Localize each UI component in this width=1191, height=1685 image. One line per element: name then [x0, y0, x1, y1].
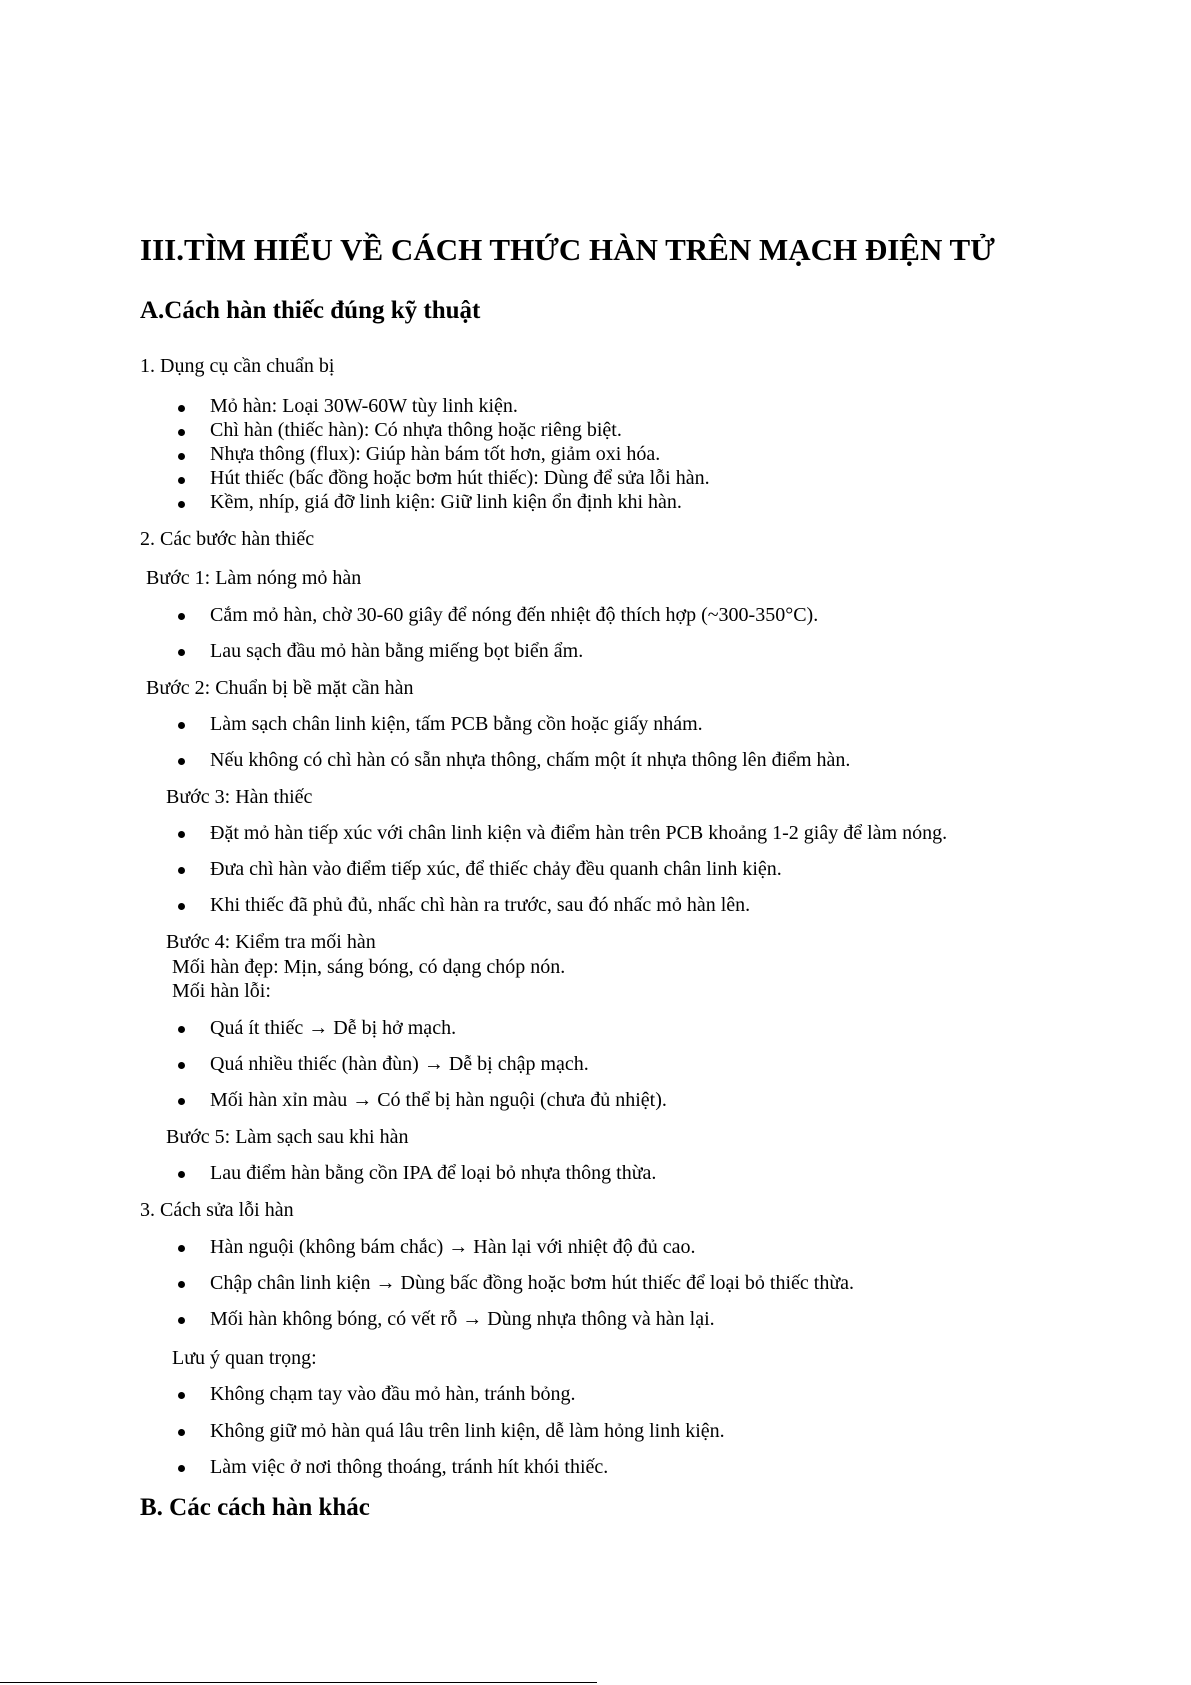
list-item: Mỏ hàn: Loại 30W-60W tùy linh kiện.	[210, 395, 518, 417]
bullet-icon	[178, 649, 185, 656]
list-item: Quá nhiều thiếc (hàn đùn) → Dễ bị chập mạch.	[210, 1053, 589, 1075]
bullet-icon	[178, 1062, 185, 1069]
list-item: Lau sạch đầu mỏ hàn bằng miếng bọt biển ẩm.	[210, 640, 584, 662]
step4-title: Bước 4: Kiểm tra mối hàn	[166, 931, 376, 953]
main-heading: III.TÌM HIỂU VỀ CÁCH THỨC HÀN TRÊN MẠCH ĐIỆN TỬ	[140, 232, 995, 267]
list-item: Nhựa thông (flux): Giúp hàn bám tốt hơn, giảm oxi hóa.	[210, 443, 661, 465]
steps-title: 2. Các bước hàn thiếc	[140, 528, 315, 550]
list-item: Làm việc ở nơi thông thoáng, tránh hít khói thiếc.	[210, 1456, 609, 1478]
bullet-icon	[178, 1465, 185, 1472]
list-item: Hút thiếc (bấc đồng hoặc bơm hút thiếc): Dùng để sửa lỗi hàn.	[210, 467, 710, 489]
step5-title: Bước 5: Làm sạch sau khi hàn	[166, 1126, 409, 1148]
list-item: Mối hàn xỉn màu → Có thể bị hàn nguội (chưa đủ nhiệt).	[210, 1089, 667, 1111]
list-item: Kềm, nhíp, giá đỡ linh kiện: Giữ linh kiện ổn định khi hàn.	[210, 491, 682, 513]
bullet-icon	[178, 477, 185, 484]
bullet-icon	[178, 1281, 185, 1288]
bullet-icon	[178, 1245, 185, 1252]
bullet-icon	[178, 405, 185, 412]
step2-title: Bước 2: Chuẩn bị bề mặt cần hàn	[146, 677, 414, 699]
tools-title: 1. Dụng cụ cần chuẩn bị	[140, 355, 335, 377]
bullet-icon	[178, 1171, 185, 1178]
bullet-icon	[178, 453, 185, 460]
list-item: Lau điểm hàn bằng cồn IPA để loại bỏ nhựa thông thừa.	[210, 1162, 657, 1184]
section-a-title: A.Cách hàn thiếc đúng kỹ thuật	[140, 297, 481, 324]
step3-title: Bước 3: Hàn thiếc	[166, 786, 313, 808]
bullet-icon	[178, 1098, 185, 1105]
bullet-icon	[178, 758, 185, 765]
list-item: Đưa chì hàn vào điểm tiếp xúc, để thiếc chảy đều quanh chân linh kiện.	[210, 858, 782, 880]
list-item: Làm sạch chân linh kiện, tấm PCB bằng cồn hoặc giấy nhám.	[210, 713, 703, 735]
list-item: Quá ít thiếc → Dễ bị hở mạch.	[210, 1017, 457, 1039]
list-item: Không giữ mỏ hàn quá lâu trên linh kiện, dễ làm hỏng linh kiện.	[210, 1420, 725, 1442]
bullet-icon	[178, 903, 185, 910]
section-b-title: B. Các cách hàn khác	[140, 1494, 370, 1521]
bullet-icon	[178, 1429, 185, 1436]
footer-divider	[0, 1682, 597, 1683]
list-item: Hàn nguội (không bám chắc) → Hàn lại với nhiệt độ đủ cao.	[210, 1236, 696, 1258]
list-item: Chập chân linh kiện → Dùng bấc đồng hoặc bơm hút thiếc để loại bỏ thiếc thừa.	[210, 1272, 855, 1294]
bullet-icon	[178, 831, 185, 838]
fix-title: 3. Cách sửa lỗi hàn	[140, 1199, 294, 1221]
list-item: Không chạm tay vào đầu mỏ hàn, tránh bỏng.	[210, 1383, 576, 1405]
step4-good: Mối hàn đẹp: Mịn, sáng bóng, có dạng chóp nón.	[172, 956, 566, 978]
list-item: Chì hàn (thiếc hàn): Có nhựa thông hoặc riêng biệt.	[210, 419, 622, 441]
list-item: Nếu không có chì hàn có sẵn nhựa thông, chấm một ít nhựa thông lên điểm hàn.	[210, 749, 851, 771]
notes-title: Lưu ý quan trọng:	[172, 1347, 317, 1369]
bullet-icon	[178, 613, 185, 620]
bullet-icon	[178, 1317, 185, 1324]
bullet-icon	[178, 1026, 185, 1033]
bullet-icon	[178, 867, 185, 874]
bullet-icon	[178, 722, 185, 729]
bullet-icon	[178, 429, 185, 436]
step1-title: Bước 1: Làm nóng mỏ hàn	[146, 567, 362, 589]
list-item: Mối hàn không bóng, có vết rỗ → Dùng nhựa thông và hàn lại.	[210, 1308, 715, 1330]
bullet-icon	[178, 501, 185, 508]
bullet-icon	[178, 1392, 185, 1399]
step4-bad: Mối hàn lỗi:	[172, 980, 271, 1002]
list-item: Cắm mỏ hàn, chờ 30-60 giây để nóng đến nhiệt độ thích hợp (~300-350°C).	[210, 604, 819, 626]
list-item: Đặt mỏ hàn tiếp xúc với chân linh kiện và điểm hàn trên PCB khoảng 1-2 giây để làm nóng.	[210, 822, 948, 844]
list-item: Khi thiếc đã phủ đủ, nhấc chì hàn ra trước, sau đó nhấc mỏ hàn lên.	[210, 894, 751, 916]
